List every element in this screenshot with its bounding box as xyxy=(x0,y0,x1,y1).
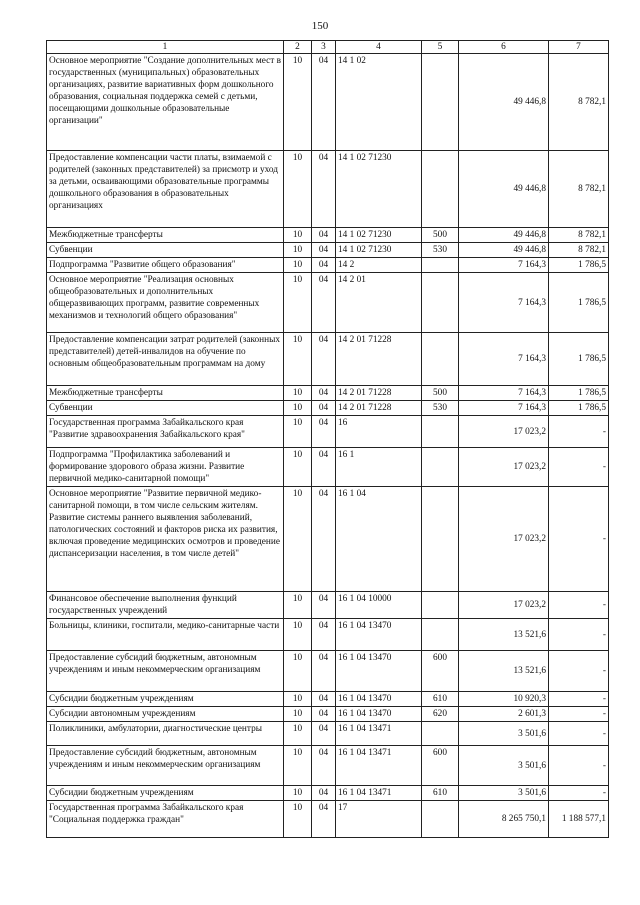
row-amount-total: 7 164,3 xyxy=(459,401,549,416)
row-target-article-code: 14 2 01 xyxy=(336,273,422,333)
row-section-code: 10 xyxy=(284,801,312,838)
row-section-code: 10 xyxy=(284,273,312,333)
row-subsection-code: 04 xyxy=(312,243,336,258)
row-section-code: 10 xyxy=(284,228,312,243)
row-subsection-code: 04 xyxy=(312,619,336,651)
table-row xyxy=(47,258,609,273)
column-header: 5 xyxy=(422,41,459,54)
table-row xyxy=(47,448,609,487)
row-amount-federal: - xyxy=(549,707,609,722)
table-row xyxy=(47,487,609,592)
column-header: 3 xyxy=(312,41,336,54)
row-subsection-code: 04 xyxy=(312,707,336,722)
row-amount-total: 3 501,6 xyxy=(459,746,549,786)
row-amount-federal: - xyxy=(549,786,609,801)
row-target-article-code: 16 1 04 13471 xyxy=(336,786,422,801)
table-row xyxy=(47,273,609,333)
row-name: Субвенции xyxy=(47,401,284,416)
row-subsection-code: 04 xyxy=(312,416,336,448)
row-name: Государственная программа Забайкальского края "Развитие здравоохранения Забайкальского края" xyxy=(47,416,284,448)
row-target-article-code: 16 1 04 10000 xyxy=(336,592,422,619)
row-section-code: 10 xyxy=(284,651,312,692)
row-name: Подпрограмма "Профилактика заболеваний и формирование здорового образа жизни. Развитие первичной медико-санитарной помощи" xyxy=(47,448,284,487)
row-section-code: 10 xyxy=(284,592,312,619)
row-section-code: 10 xyxy=(284,786,312,801)
row-expense-type-code: 600 xyxy=(422,651,459,692)
row-name: Субвенции xyxy=(47,243,284,258)
row-name: Основное мероприятие "Реализация основных общеобразовательных и дополнительных общеразвивающих программ, развитие современных механизмов и технологий общего образования" xyxy=(47,273,284,333)
row-amount-total: 13 521,6 xyxy=(459,651,549,692)
row-amount-total: 7 164,3 xyxy=(459,258,549,273)
row-expense-type-code xyxy=(422,54,459,151)
row-subsection-code: 04 xyxy=(312,487,336,592)
table-row xyxy=(47,592,609,619)
row-name: Субсидии бюджетным учреждениям xyxy=(47,786,284,801)
column-header: 4 xyxy=(336,41,422,54)
row-expense-type-code xyxy=(422,151,459,228)
row-section-code: 10 xyxy=(284,487,312,592)
row-section-code: 10 xyxy=(284,416,312,448)
row-section-code: 10 xyxy=(284,54,312,151)
row-name: Предоставление субсидий бюджетным, автономным учреждениям и иным некоммерческим организациям xyxy=(47,651,284,692)
row-name: Межбюджетные трансферты xyxy=(47,386,284,401)
table-row xyxy=(47,386,609,401)
row-amount-total: 8 265 750,1 xyxy=(459,801,549,838)
row-target-article-code: 14 1 02 71230 xyxy=(336,243,422,258)
row-expense-type-code xyxy=(422,273,459,333)
column-number-row xyxy=(47,41,609,54)
row-amount-total: 3 501,6 xyxy=(459,786,549,801)
row-name: Предоставление компенсации затрат родителей (законных представителей) детей-инвалидов на обучение по основным общеобразовательным программам на дому xyxy=(47,333,284,386)
row-name: Субсидии бюджетным учреждениям xyxy=(47,692,284,707)
row-subsection-code: 04 xyxy=(312,592,336,619)
row-amount-federal: - xyxy=(549,416,609,448)
row-subsection-code: 04 xyxy=(312,692,336,707)
row-expense-type-code xyxy=(422,448,459,487)
column-header: 2 xyxy=(284,41,312,54)
row-amount-total: 13 521,6 xyxy=(459,619,549,651)
row-target-article-code: 14 1 02 71230 xyxy=(336,228,422,243)
row-target-article-code: 16 1 04 13470 xyxy=(336,707,422,722)
row-target-article-code: 14 2 01 71228 xyxy=(336,333,422,386)
table-row xyxy=(47,401,609,416)
row-target-article-code: 16 1 04 13470 xyxy=(336,619,422,651)
row-name: Предоставление компенсации части платы, взимаемой с родителей (законных представителей) за присмотр и уход за детьми, осваивающими образовательные программы дошкольного образования в образовательных организациях xyxy=(47,151,284,228)
table-row xyxy=(47,801,609,838)
row-amount-federal: - xyxy=(549,746,609,786)
row-amount-federal: 1 786,5 xyxy=(549,401,609,416)
row-amount-federal: 1 786,5 xyxy=(549,386,609,401)
row-amount-federal: - xyxy=(549,722,609,746)
row-expense-type-code: 600 xyxy=(422,746,459,786)
table-row xyxy=(47,746,609,786)
row-target-article-code: 14 1 02 xyxy=(336,54,422,151)
row-amount-total: 7 164,3 xyxy=(459,386,549,401)
table-row xyxy=(47,228,609,243)
row-amount-federal: - xyxy=(549,592,609,619)
row-subsection-code: 04 xyxy=(312,801,336,838)
row-amount-total: 49 446,8 xyxy=(459,228,549,243)
row-section-code: 10 xyxy=(284,619,312,651)
row-amount-total: 7 164,3 xyxy=(459,333,549,386)
row-section-code: 10 xyxy=(284,243,312,258)
row-amount-federal: - xyxy=(549,448,609,487)
row-amount-federal: 8 782,1 xyxy=(549,243,609,258)
row-section-code: 10 xyxy=(284,401,312,416)
row-expense-type-code: 530 xyxy=(422,401,459,416)
row-section-code: 10 xyxy=(284,692,312,707)
row-section-code: 10 xyxy=(284,386,312,401)
table-row xyxy=(47,651,609,692)
row-target-article-code: 16 1 xyxy=(336,448,422,487)
row-name: Основное мероприятие "Создание дополнительных мест в государственных (муниципальных) образовательных организациях, развитие вариативных форм дошкольного образования, социальная поддержка семей с детьми, посещающими дошкольные образовательные организации" xyxy=(47,54,284,151)
table-row xyxy=(47,151,609,228)
row-amount-total: 17 023,2 xyxy=(459,592,549,619)
row-name: Больницы, клиники, госпитали, медико-санитарные части xyxy=(47,619,284,651)
row-subsection-code: 04 xyxy=(312,448,336,487)
row-target-article-code: 16 1 04 xyxy=(336,487,422,592)
row-target-article-code: 16 1 04 13471 xyxy=(336,746,422,786)
row-amount-total: 17 023,2 xyxy=(459,416,549,448)
page-number: 150 xyxy=(311,20,329,32)
row-name: Субсидии автономным учреждениям xyxy=(47,707,284,722)
row-subsection-code: 04 xyxy=(312,333,336,386)
row-subsection-code: 04 xyxy=(312,401,336,416)
row-subsection-code: 04 xyxy=(312,651,336,692)
row-subsection-code: 04 xyxy=(312,258,336,273)
row-name: Предоставление субсидий бюджетным, автономным учреждениям и иным некоммерческим организациям xyxy=(47,746,284,786)
row-amount-federal: 1 786,5 xyxy=(549,258,609,273)
row-amount-total: 2 601,3 xyxy=(459,707,549,722)
row-subsection-code: 04 xyxy=(312,228,336,243)
row-expense-type-code: 530 xyxy=(422,243,459,258)
row-subsection-code: 04 xyxy=(312,386,336,401)
row-amount-federal: - xyxy=(549,619,609,651)
table-row xyxy=(47,619,609,651)
row-amount-federal: - xyxy=(549,651,609,692)
budget-table xyxy=(46,40,609,838)
row-amount-federal: - xyxy=(549,487,609,592)
row-amount-federal: 8 782,1 xyxy=(549,151,609,228)
row-subsection-code: 04 xyxy=(312,273,336,333)
row-amount-federal: 1 786,5 xyxy=(549,273,609,333)
row-target-article-code: 14 2 xyxy=(336,258,422,273)
row-target-article-code: 16 1 04 13470 xyxy=(336,651,422,692)
row-target-article-code: 14 2 01 71228 xyxy=(336,401,422,416)
table-row xyxy=(47,243,609,258)
row-amount-total: 10 920,3 xyxy=(459,692,549,707)
row-target-article-code: 16 xyxy=(336,416,422,448)
row-section-code: 10 xyxy=(284,707,312,722)
row-subsection-code: 04 xyxy=(312,786,336,801)
row-expense-type-code xyxy=(422,416,459,448)
row-target-article-code: 14 1 02 71230 xyxy=(336,151,422,228)
row-section-code: 10 xyxy=(284,151,312,228)
row-expense-type-code xyxy=(422,487,459,592)
row-name: Государственная программа Забайкальского края "Социальная поддержка граждан" xyxy=(47,801,284,838)
row-amount-total: 7 164,3 xyxy=(459,273,549,333)
row-expense-type-code xyxy=(422,801,459,838)
row-amount-federal: 8 782,1 xyxy=(549,228,609,243)
row-subsection-code: 04 xyxy=(312,722,336,746)
row-amount-total: 49 446,8 xyxy=(459,243,549,258)
row-amount-federal: 1 188 577,1 xyxy=(549,801,609,838)
row-expense-type-code xyxy=(422,592,459,619)
row-amount-total: 17 023,2 xyxy=(459,487,549,592)
row-target-article-code: 16 1 04 13471 xyxy=(336,722,422,746)
row-section-code: 10 xyxy=(284,258,312,273)
row-expense-type-code: 500 xyxy=(422,228,459,243)
row-amount-total: 49 446,8 xyxy=(459,151,549,228)
table-row xyxy=(47,707,609,722)
row-expense-type-code: 500 xyxy=(422,386,459,401)
row-amount-total: 3 501,6 xyxy=(459,722,549,746)
row-name: Поликлиники, амбулатории, диагностические центры xyxy=(47,722,284,746)
table-body xyxy=(47,54,609,838)
column-header: 1 xyxy=(47,41,284,54)
row-expense-type-code: 610 xyxy=(422,786,459,801)
column-header: 7 xyxy=(549,41,609,54)
row-name: Межбюджетные трансферты xyxy=(47,228,284,243)
row-amount-total: 17 023,2 xyxy=(459,448,549,487)
table-row xyxy=(47,722,609,746)
row-subsection-code: 04 xyxy=(312,746,336,786)
row-expense-type-code: 620 xyxy=(422,707,459,722)
table-row xyxy=(47,692,609,707)
row-amount-total: 49 446,8 xyxy=(459,54,549,151)
table-row xyxy=(47,786,609,801)
row-amount-federal: 1 786,5 xyxy=(549,333,609,386)
row-target-article-code: 16 1 04 13470 xyxy=(336,692,422,707)
column-header: 6 xyxy=(459,41,549,54)
row-section-code: 10 xyxy=(284,722,312,746)
table-row xyxy=(47,416,609,448)
row-name: Финансовое обеспечение выполнения функций государственных учреждений xyxy=(47,592,284,619)
table-row xyxy=(47,54,609,151)
row-name: Подпрограмма "Развитие общего образования" xyxy=(47,258,284,273)
row-expense-type-code xyxy=(422,333,459,386)
row-target-article-code: 14 2 01 71228 xyxy=(336,386,422,401)
row-section-code: 10 xyxy=(284,746,312,786)
row-section-code: 10 xyxy=(284,333,312,386)
table-row xyxy=(47,333,609,386)
row-expense-type-code xyxy=(422,619,459,651)
row-expense-type-code xyxy=(422,722,459,746)
row-expense-type-code xyxy=(422,258,459,273)
row-amount-federal: 8 782,1 xyxy=(549,54,609,151)
row-subsection-code: 04 xyxy=(312,54,336,151)
row-expense-type-code: 610 xyxy=(422,692,459,707)
row-name: Основное мероприятие "Развитие первичной медико-санитарной помощи, в том числе сельским жителям. Развитие системы раннего выявления заболеваний, патологических состояний и факторов риска их развития, включая проведение медицинских осмотров и проведение диспансеризации населения, в том числе детей" xyxy=(47,487,284,592)
row-target-article-code: 17 xyxy=(336,801,422,838)
row-section-code: 10 xyxy=(284,448,312,487)
row-amount-federal: - xyxy=(549,692,609,707)
row-subsection-code: 04 xyxy=(312,151,336,228)
